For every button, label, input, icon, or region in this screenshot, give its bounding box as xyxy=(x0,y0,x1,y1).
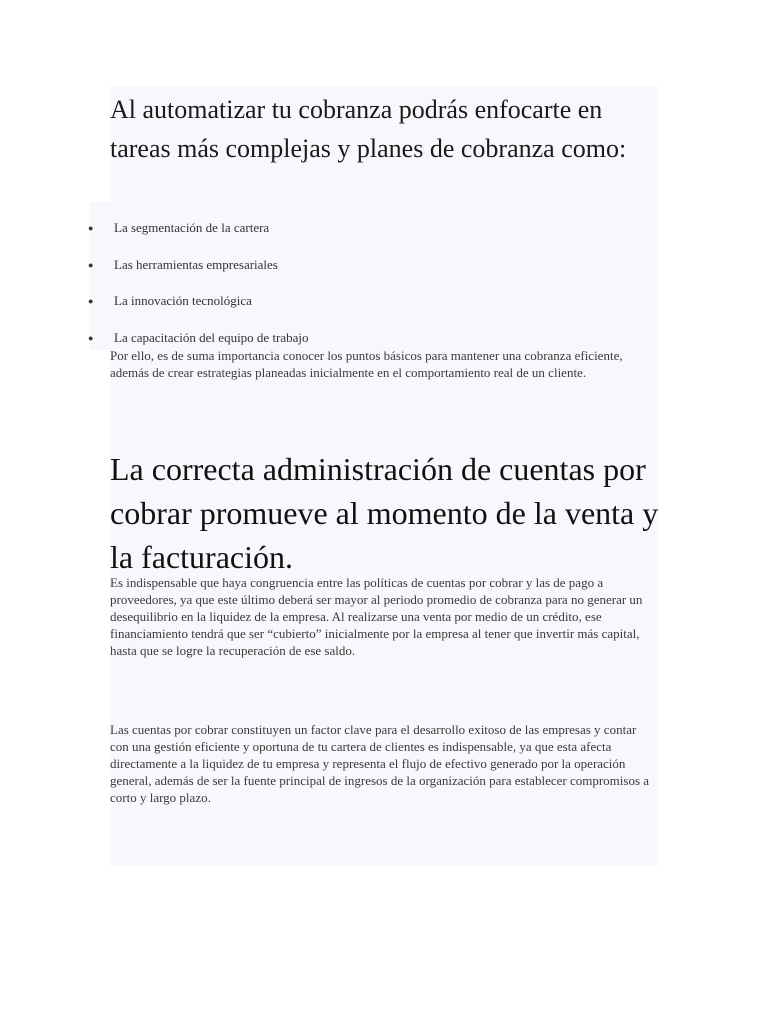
bullet-list xyxy=(88,220,309,366)
list-item-label: Las herramientas empresariales xyxy=(114,256,278,272)
list-item xyxy=(88,257,309,294)
paragraph-importance: Por ello, es de suma importancia conocer los puntos básicos para mantener una cobranza eficiente, además de crear estrategias planeadas inicialmente en el comportamiento real de un cliente. xyxy=(110,348,623,380)
list-item xyxy=(88,293,309,330)
bullet-icon: ● xyxy=(88,259,94,270)
paragraph-accounts-receivable: Las cuentas por cobrar constituyen un factor clave para el desarrollo exitoso de las empresas y contar con una gestión eficiente y oportuna de tu cartera de clientes es indispensable, ya que esta afecta directamente a la liquidez de tu empresa y representa el flujo de efectivo generado por la operación general, además de ser la fuente principal de ingresos de la organización para establecer compromisos a corto y largo plazo. xyxy=(110,722,650,805)
intro-heading: Al automatizar tu cobranza podrás enfocarte en tareas más complejas y planes de cobranza como: xyxy=(110,95,627,163)
bullet-icon: ● xyxy=(88,223,94,233)
list-item xyxy=(88,220,309,257)
bullet-icon: ● xyxy=(88,332,94,343)
list-item-label: La segmentación de la cartera xyxy=(114,220,270,235)
list-item-label: La capacitación del equipo de trabajo xyxy=(114,329,309,345)
section-heading: La correcta administración de cuentas por cobrar promueve al momento de la venta y la facturación. xyxy=(110,451,659,575)
bullet-icon: ● xyxy=(88,296,94,306)
list-item-label: La innovación tecnológica xyxy=(114,293,252,308)
paragraph-congruence: Es indispensable que haya congruencia entre las políticas de cuentas por cobrar y las de pago a proveedores, ya que este último deberá ser mayor al periodo promedio de cobranza para no generar un desequilibrio en la liquidez de la empresa. Al realizarse una venta por medio de un crédito, ese financiamiento tendrá que ser “cubierto” inicialmente por la empresa al tener que invertir más capital, hasta que se logre la recuperación de ese saldo. xyxy=(110,575,643,658)
